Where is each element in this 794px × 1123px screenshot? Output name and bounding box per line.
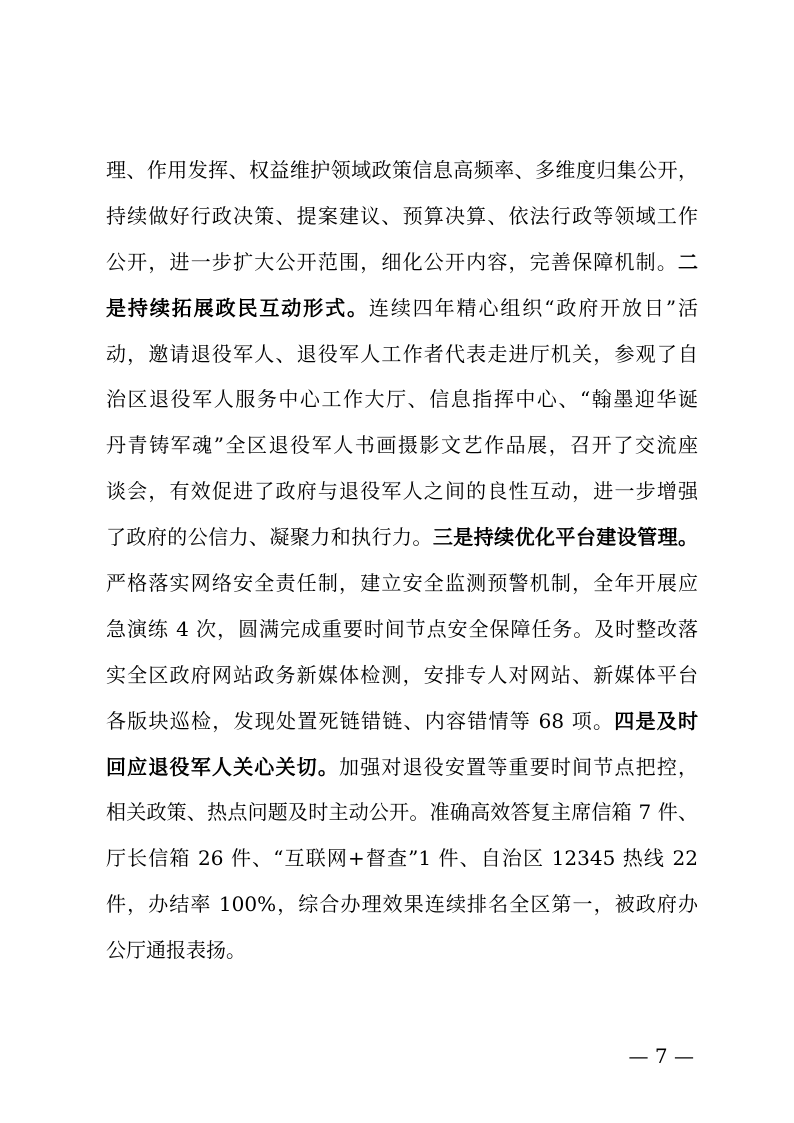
text-line — [106, 699, 698, 745]
text-segment: 实全区政府网站政务新媒体检测，安排专人对网站、新媒体平台 — [106, 662, 698, 687]
text-line — [106, 928, 698, 974]
page-number: — 7 — — [628, 1044, 694, 1068]
text-line — [106, 790, 698, 836]
text-segment: 持续做好行政决策、提案建议、预算决算、依法行政等领域工作 — [106, 203, 698, 228]
bold-heading-segment: 四是及时 — [614, 708, 698, 733]
bold-heading-segment: 三是持续优化平台建设管理。 — [432, 525, 698, 550]
bold-heading-segment: 是持续拓展政民互动形式。 — [106, 295, 369, 320]
body-text — [106, 148, 698, 974]
text-segment: 各版块巡检，发现处置死链错链、内容错情等 68 项。 — [106, 708, 615, 733]
text-segment: 相关政策、热点问题及时主动公开。准确高效答复主席信箱 7 件、 — [106, 800, 698, 825]
text-segment: 了政府的公信力、凝聚力和执行力。 — [106, 525, 433, 550]
text-segment: 动，邀请退役军人、退役军人工作者代表走进厅机关，参观了自 — [106, 341, 698, 366]
text-line — [106, 377, 698, 423]
text-segment: 加强对退役安置等重要时间节点把控， — [339, 754, 698, 779]
text-line — [106, 745, 698, 791]
text-line — [106, 148, 698, 194]
text-segment: 治区退役军人服务中心工作大厅、信息指挥中心、“翰墨迎华诞 — [106, 387, 698, 412]
bold-heading-segment: 二 — [678, 249, 698, 274]
text-segment: 急演练 4 次，圆满完成重要时间节点安全保障任务。及时整改落 — [106, 616, 698, 641]
text-segment: 丹青铸军魂”全区退役军人书画摄影文艺作品展，召开了交流座 — [106, 433, 698, 458]
text-line — [106, 561, 698, 607]
text-line — [106, 469, 698, 515]
text-segment: 公开，进一步扩大公开范围，细化公开内容，完善保障机制。 — [106, 249, 678, 274]
text-segment: 连续四年精心组织“政府开放日”活 — [368, 295, 698, 320]
text-line — [106, 607, 698, 653]
text-line — [106, 194, 698, 240]
text-line — [106, 423, 698, 469]
text-line — [106, 836, 698, 882]
text-segment: 公厅通报表扬。 — [106, 938, 246, 963]
bold-heading-segment: 回应退役军人关心关切。 — [106, 754, 340, 779]
text-line — [106, 240, 698, 286]
text-segment: 谈会，有效促进了政府与退役军人之间的良性互动，进一步增强 — [106, 479, 698, 504]
text-line — [106, 515, 698, 561]
text-line — [106, 653, 698, 699]
text-segment: 理、作用发挥、权益维护领域政策信息高频率、多维度归集公开， — [106, 158, 698, 182]
text-line — [106, 882, 698, 928]
text-segment: 厅长信箱 26 件、“互联网+督查”1 件、自治区 12345 热线 22 — [106, 846, 698, 871]
text-segment: 严格落实网络安全责任制，建立安全监测预警机制，全年开展应 — [106, 571, 698, 596]
text-line — [106, 286, 698, 332]
text-line — [106, 332, 698, 378]
text-segment: 件，办结率 100%，综合办理效果连续排名全区第一，被政府办 — [106, 892, 698, 917]
